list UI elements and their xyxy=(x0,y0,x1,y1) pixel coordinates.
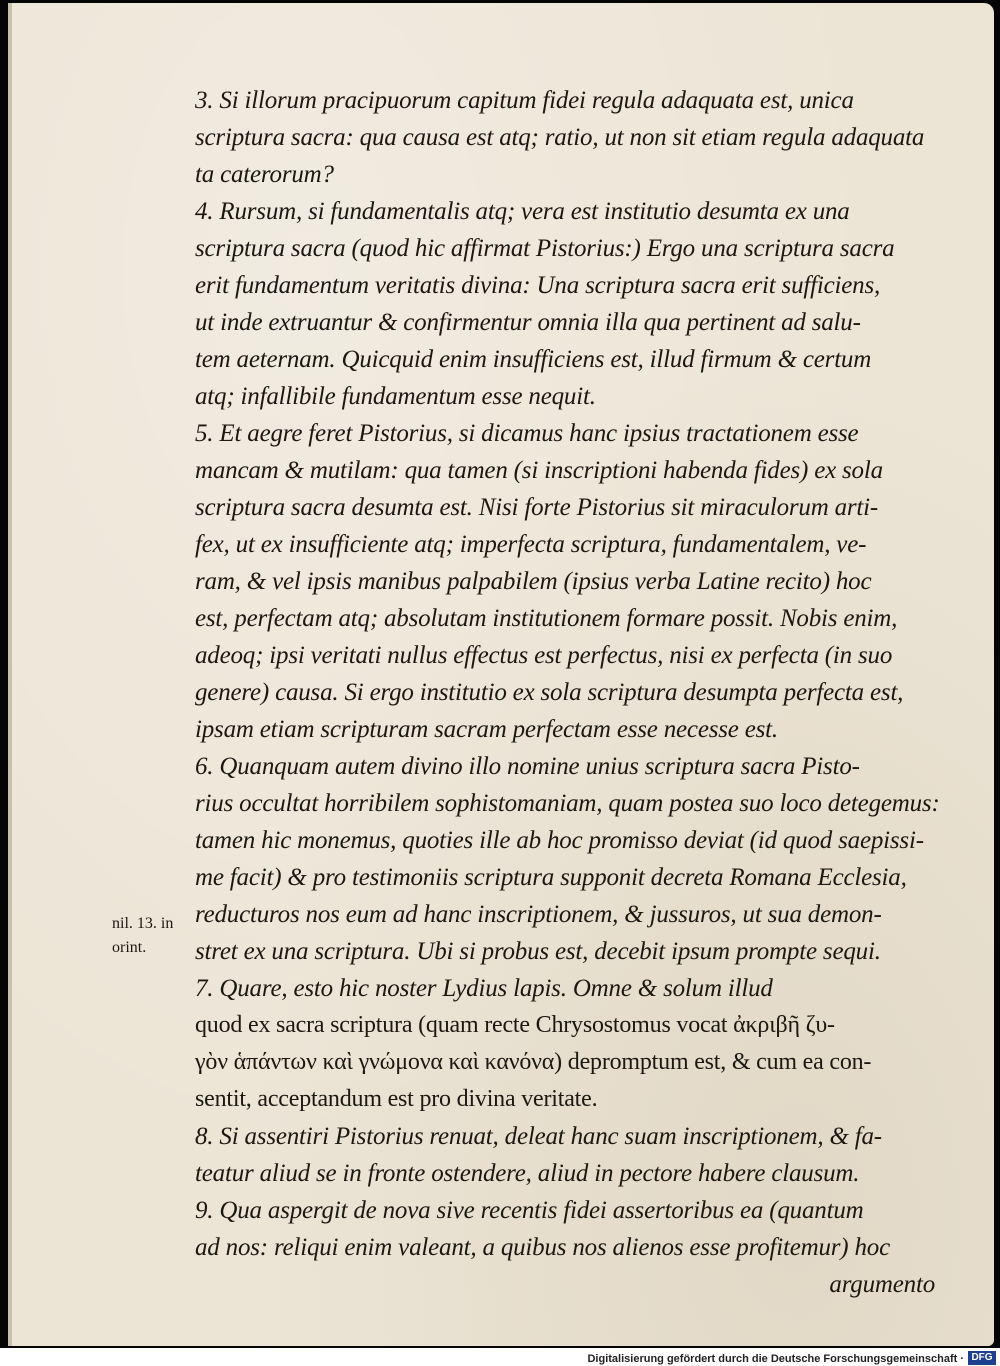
text-line: tamen hic monemus, quoties ille ab hoc promisso deviat (id quod saepissi- xyxy=(195,827,924,854)
text-line: 8. Si assentiri Pistorius renuat, deleat hanc suam inscriptionem, & fa- xyxy=(195,1123,882,1150)
text-line: adeoq; ipsi veritati nullus effectus est perfectus, nisi ex perfecta (in suo xyxy=(195,642,893,669)
text-line: teatur aliud se in fronte ostendere, aliud in pectore habere clausum. xyxy=(195,1160,860,1187)
page-edge xyxy=(8,3,12,1346)
text-line: 7. Quare, esto hic noster Lydius lapis. Omne & solum illud xyxy=(195,975,773,1002)
text-line: tem aeternam. Quicquid enim insufficiens est, illud firmum & certum xyxy=(195,346,872,373)
text-line: genere) causa. Si ergo institutio ex sola scriptura desumpta perfecta est, xyxy=(195,679,904,706)
text-line: scriptura sacra (quod hic affirmat Pistorius:) Ergo una scriptura sacra xyxy=(195,235,895,262)
text-line: ram, & vel ipsis manibus palpabilem (ipsius verba Latine recito) hoc xyxy=(195,568,872,595)
page-text xyxy=(195,82,940,1303)
text-line: 4. Rursum, si fundamentalis atq; vera est institutio desumta ex una xyxy=(195,198,850,225)
margin-note xyxy=(112,912,173,960)
text-line: 9. Qua aspergit de nova sive recentis fidei assertoribus ea (quantum xyxy=(195,1197,864,1224)
text-line: scriptura sacra: qua causa est atq; ratio, ut non sit etiam regula adaquata xyxy=(195,124,925,151)
margin-note-line: nil. 13. in xyxy=(112,915,174,932)
catchword: argumento xyxy=(829,1271,935,1298)
text-line: 3. Si illorum pracipuorum capitum fidei regula adaquata est, unica xyxy=(195,87,854,114)
text-line: ipsam etiam scripturam sacram perfectam esse necesse est. xyxy=(195,716,778,743)
text-line: 5. Et aegre feret Pistorius, si dicamus hanc ipsius tractationem esse xyxy=(195,420,859,447)
text-line: reducturos nos eum ad hanc inscriptionem, & jussuros, ut sua demon- xyxy=(195,901,882,928)
dfg-logo-icon: DFG xyxy=(968,1351,996,1365)
text-line: quod ex sacra scriptura (quam recte Chrysostomus vocat ἀκριβῆ ζυ- xyxy=(195,1012,835,1038)
text-line: est, perfectam atq; absolutam institutionem formare possit. Nobis enim, xyxy=(195,605,898,632)
footer-credit: Digitalisierung gefördert durch die Deutsche Forschungsgemeinschaft · xyxy=(587,1353,964,1365)
text-line: ad nos: reliqui enim valeant, a quibus nos alienos esse profitemur) hoc xyxy=(195,1234,890,1261)
margin-note-line: orint. xyxy=(112,939,147,956)
footer-bar xyxy=(0,1348,1000,1366)
text-line: me facit) & pro testimoniis scriptura supponit decreta Romana Ecclesia, xyxy=(195,864,907,891)
text-line: γὸν ἁπάντων καὶ γνώμονα καὶ κανόνα) depromptum est, & cum ea con- xyxy=(195,1049,872,1075)
text-line: sentit, acceptandum est pro divina veritate. xyxy=(195,1086,598,1112)
text-line: fex, ut ex insufficiente atq; imperfecta scriptura, fundamentalem, ve- xyxy=(195,531,867,558)
text-line: erit fundamentum veritatis divina: Una scriptura sacra erit sufficiens, xyxy=(195,272,881,299)
text-line: atq; infallibile fundamentum esse nequit. xyxy=(195,383,596,410)
text-line: 6. Quanquam autem divino illo nomine unius scriptura sacra Pisto- xyxy=(195,753,860,780)
text-line: scriptura sacra desumta est. Nisi forte Pistorius sit miraculorum arti- xyxy=(195,494,879,521)
text-line: ut inde extruantur & confirmentur omnia illa qua pertinent ad salu- xyxy=(195,309,861,336)
text-line: stret ex una scriptura. Ubi si probus est, decebit ipsum prompte sequi. xyxy=(195,938,881,965)
text-line: mancam & mutilam: qua tamen (si inscriptioni habenda fides) ex sola xyxy=(195,457,883,484)
text-line: rius occultat horribilem sophistomaniam, quam postea suo loco detegemus: xyxy=(195,790,940,817)
text-line: ta caterorum? xyxy=(195,161,334,188)
